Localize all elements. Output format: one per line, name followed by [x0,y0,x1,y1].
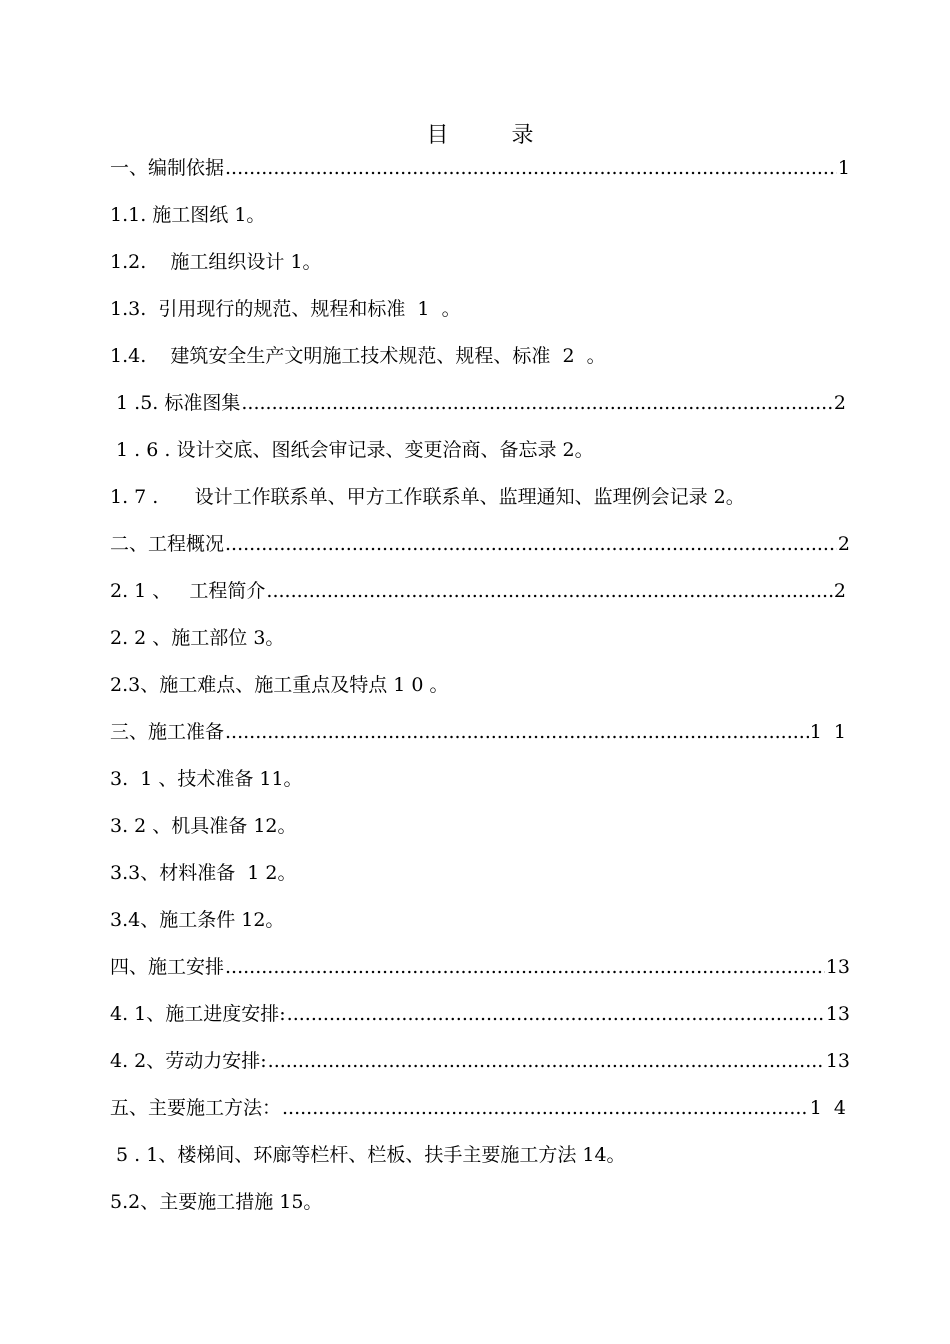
toc-entry[interactable] [110,385,850,432]
toc-page-number: 13 [825,1050,850,1072]
toc-entry-text: 四、施工安排 [110,956,225,978]
toc-leader-dots [225,949,825,985]
toc-leader-dots [266,573,832,609]
toc-entry[interactable] [110,996,850,1043]
toc-leader-dots [241,385,833,421]
toc-page-number: 1 4 [809,1097,846,1119]
toc-entry-text: 二、工程概况 [110,533,225,555]
toc-page-number: 13 [825,1003,850,1025]
toc-entry[interactable] [110,573,850,620]
toc-entry[interactable] [110,338,850,385]
toc-leader-dots [225,714,809,750]
toc-entry-text: 3. 1 、技术准备 11。 [110,768,303,790]
toc-entry[interactable] [110,1137,850,1184]
toc-entry[interactable] [110,432,850,479]
toc-entry-text: 三、施工准备 [110,721,225,743]
toc-entry[interactable] [110,1090,850,1137]
toc-entry-text: 1 .5. 标准图集 [110,392,241,414]
toc-entry[interactable] [110,855,850,902]
toc-entry[interactable] [110,902,850,949]
toc-entry-text: 2.3、施工难点、施工重点及特点 1 0 。 [110,674,449,696]
toc-page-number: 1 1 [809,721,846,743]
toc-entry-text: 一、编制依据 [110,157,225,179]
toc-entry[interactable] [110,244,850,291]
toc-entry[interactable] [110,714,850,761]
toc-entry-text: 2. 1 、 工程简介 [110,580,266,602]
toc-entry-text: 5 . 1、楼梯间、环廊等栏杆、栏板、扶手主要施工方法 14。 [110,1144,626,1166]
toc-entry-text: 2. 2 、施工部位 3。 [110,627,285,649]
toc-entry[interactable] [110,620,850,667]
toc-leader-dots [282,1090,809,1126]
toc-page-number: 13 [825,956,850,978]
toc-entry[interactable] [110,526,850,573]
toc-entry-text: 1.1. 施工图纸 1。 [110,204,266,226]
page-title: 目 录 [426,123,562,148]
toc-entry[interactable] [110,1184,850,1231]
toc-entry-text: 1.4. 建筑安全生产文明施工技术规范、规程、标准 2 。 [110,345,606,367]
toc-entry[interactable] [110,761,850,808]
toc-leader-dots [268,1043,825,1079]
toc-leader-dots [225,526,837,562]
toc-entry-text: 3.3、材料准备 1 2。 [110,862,297,884]
toc-entry-text: 1 . 6 . 设计交底、图纸会审记录、变更洽商、备忘录 2。 [110,439,594,461]
toc-entry-text: 4. 1、施工进度安排: [110,1003,286,1025]
toc-entry[interactable] [110,291,850,338]
toc-entry-text: 5.2、主要施工措施 15。 [110,1191,323,1213]
toc-entry-text: 1.2. 施工组织设计 1。 [110,251,322,273]
toc-entry[interactable] [110,949,850,996]
toc-entry-text: 3. 2 、机具准备 12。 [110,815,297,837]
toc-entry-text: 1.3. 引用现行的规范、规程和标准 1 。 [110,298,461,320]
toc-entry[interactable] [110,479,850,526]
toc-entry[interactable] [110,197,850,244]
toc-entry-text: 五、主要施工方法： [110,1097,282,1119]
toc-page-number: 2 [833,580,846,602]
toc-entry[interactable] [110,667,850,714]
toc-entry[interactable] [110,1043,850,1090]
toc-entry[interactable] [110,808,850,855]
toc-entry-text: 3.4、施工条件 12。 [110,909,285,931]
table-of-contents [110,150,850,1231]
toc-leader-dots [225,150,837,186]
toc-leader-dots [287,996,825,1032]
toc-page-number: 1 [837,157,850,179]
toc-entry[interactable] [110,150,850,197]
toc-entry-text: 4. 2、劳动力安排: [110,1050,267,1072]
toc-page-number: 2 [837,533,850,555]
toc-entry-text: 1. 7 . 设计工作联系单、甲方工作联系单、监理通知、监理例会记录 2。 [110,486,745,508]
toc-page-number: 2 [833,392,846,414]
